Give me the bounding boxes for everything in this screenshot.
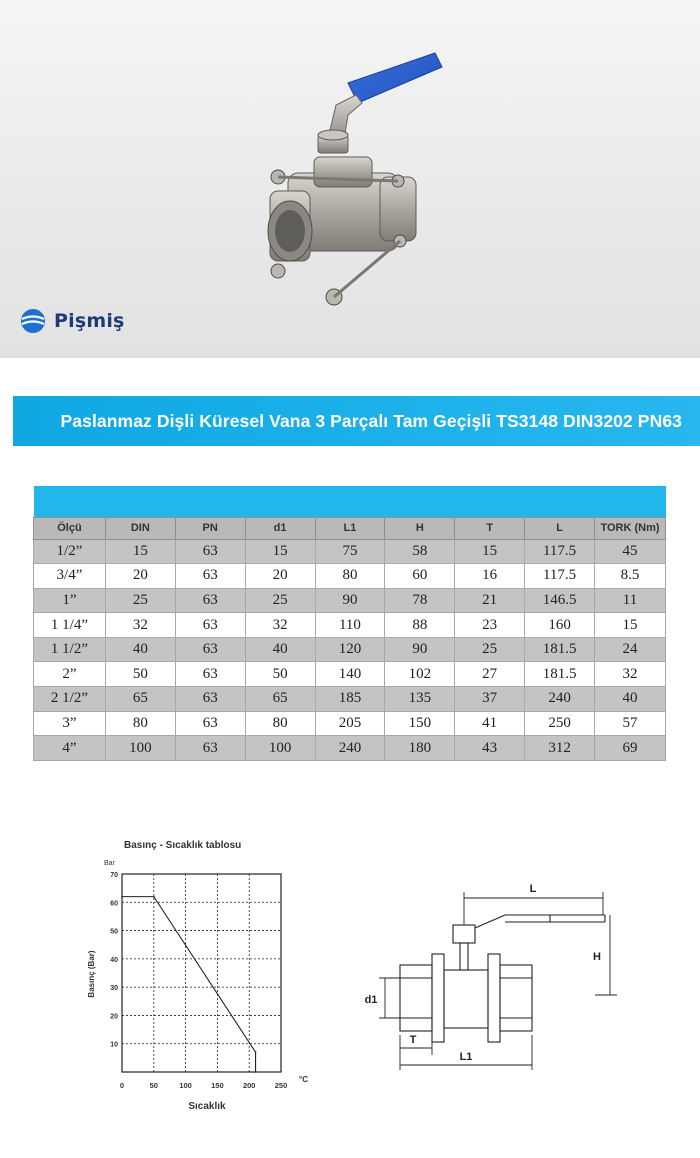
table-row [34,588,666,613]
chart-title: Basınç - Sıcaklık tablosu [124,840,242,851]
table-cell: 90 [385,637,455,662]
column-header: L [525,517,595,539]
table-cell: 20 [245,564,315,589]
table-cell: 1” [34,588,106,613]
dimension-label-H: H [593,951,601,963]
table-cell: 240 [525,687,595,712]
column-header: L1 [315,517,385,539]
table-cell: 80 [245,711,315,736]
table-cell: 65 [245,687,315,712]
table-cell: 15 [245,539,315,564]
table-cell: 50 [245,662,315,687]
column-header: T [455,517,525,539]
table-cell: 43 [455,736,525,761]
table-cell: 69 [595,736,666,761]
chart-data-point [255,1051,257,1053]
table-row [34,637,666,662]
table-cell: 80 [105,711,175,736]
table-cell: 63 [175,736,245,761]
brand-mark-icon [20,308,46,334]
table-row [34,564,666,589]
table-cell: 63 [175,637,245,662]
table-cell: 150 [385,711,455,736]
chart-data-point [255,1071,257,1073]
table-cell: 23 [455,613,525,638]
table-row [34,687,666,712]
chart-x-tick-label: 150 [211,1081,224,1090]
table-cell: 58 [385,539,455,564]
table-cell: 205 [315,711,385,736]
table-cell: 27 [455,662,525,687]
table-cell: 180 [385,736,455,761]
chart-y-tick-label: 10 [110,1041,118,1049]
table-cell: 1/2” [34,539,106,564]
table-cell: 110 [315,613,385,638]
table-cell: 15 [595,613,666,638]
column-header: TORK (Nm) [595,517,666,539]
table-cell: 24 [595,637,666,662]
table-row [34,613,666,638]
table-cell: 63 [175,588,245,613]
chart-y-unit: Bar [104,860,115,867]
ball-valve-photo [230,45,460,315]
table-cell: 80 [315,564,385,589]
product-hero [0,0,700,358]
table-cell: 32 [105,613,175,638]
table-cell: 78 [385,588,455,613]
valve-outline [400,915,605,1042]
table-cell: 50 [105,662,175,687]
table-row [34,539,666,564]
table-cell: 240 [315,736,385,761]
table-cell: 312 [525,736,595,761]
table-cell: 160 [525,613,595,638]
chart-x-tick-label: 100 [179,1081,192,1090]
table-cell: 120 [315,637,385,662]
table-cell: 45 [595,539,666,564]
table-cell: 117.5 [525,564,595,589]
table-cell: 15 [455,539,525,564]
brand-logo [20,308,125,334]
table-cell: 4” [34,736,106,761]
table-cell: 65 [105,687,175,712]
chart-y-tick-label: 60 [110,900,118,908]
table-cell: 32 [245,613,315,638]
column-header: PN [175,517,245,539]
table-cell: 63 [175,564,245,589]
chart-x-label: Sıcaklık [188,1101,226,1112]
table-cell: 16 [455,564,525,589]
table-cell: 63 [175,539,245,564]
table-cell: 88 [385,613,455,638]
chart-y-tick-label: 50 [110,928,118,936]
product-title: Paslanmaz Dişli Küresel Vana 3 Parçalı Tam Geçişli TS3148 DIN3202 PN63 [60,410,682,431]
table-cell: 40 [595,687,666,712]
table-cell: 20 [105,564,175,589]
chart-x-tick-label: 250 [274,1081,288,1090]
table-cell: 90 [315,588,385,613]
table-cell: 3/4” [34,564,106,589]
table-cell: 146.5 [525,588,595,613]
table-row [34,736,666,761]
table-cell: 37 [455,687,525,712]
table-header-row [34,517,666,539]
table-cell: 63 [175,613,245,638]
dimension-label-T: T [409,1034,417,1046]
table-cell: 100 [105,736,175,761]
table-cell: 63 [175,711,245,736]
table-cell: 181.5 [525,637,595,662]
column-header: d1 [245,517,315,539]
table-cell: 140 [315,662,385,687]
table-cell: 57 [595,711,666,736]
chart-y-tick-label: 30 [110,985,118,993]
column-header: DIN [105,517,175,539]
valve-dimension-diagram [355,870,625,1075]
table-cell: 1 1/4” [34,613,106,638]
table-cell: 117.5 [525,539,595,564]
table-cell: 8.5 [595,564,666,589]
chart-x-tick-label: 200 [242,1081,256,1090]
table-cell: 181.5 [525,662,595,687]
chart-y-tick-label: 40 [110,956,118,964]
table-body [34,539,666,760]
dimension-label-d1: d1 [364,994,378,1006]
chart-y-label: Basınç (Bar) [87,950,96,998]
table-cell: 41 [455,711,525,736]
table-cell: 135 [385,687,455,712]
table-cell: 60 [385,564,455,589]
table-cell: 32 [595,662,666,687]
table-cell: 100 [245,736,315,761]
table-cell: 1 1/2” [34,637,106,662]
column-header: Ölçü [34,517,106,539]
table-cell: 21 [455,588,525,613]
column-header: H [385,517,455,539]
table-cell: 185 [315,687,385,712]
chart-plot-frame [122,874,281,1072]
table-cell: 25 [105,588,175,613]
table-cell: 63 [175,662,245,687]
table-cell: 250 [525,711,595,736]
dimension-label-L: L [529,883,537,895]
chart-data-point [153,896,155,898]
table-cell: 15 [105,539,175,564]
chart-series-line [122,897,256,1072]
product-title-bar [13,396,700,446]
table-cell: 63 [175,687,245,712]
table-row [34,662,666,687]
table-cell: 2 1/2” [34,687,106,712]
table-cell: 40 [105,637,175,662]
chart-data-point [121,896,123,898]
pressure-temperature-chart [82,834,312,1124]
chart-y-tick-label: 20 [110,1013,118,1021]
chart-x-tick-label: 50 [149,1081,158,1090]
table-cell: 2” [34,662,106,687]
table-cell: 25 [455,637,525,662]
table-row [34,711,666,736]
chart-x-tick-label: 0 [119,1081,125,1090]
table-cell: 25 [245,588,315,613]
chart-x-unit: °C [299,1075,308,1084]
dimension-label-L1: L1 [459,1051,473,1063]
table-cell: 75 [315,539,385,564]
table-cell: 11 [595,588,666,613]
brand-name: Pişmiş [54,310,125,332]
chart-y-tick-label: 70 [110,872,118,879]
table-cell: 40 [245,637,315,662]
table-cell: 3” [34,711,106,736]
table-cell: 102 [385,662,455,687]
specifications-table [33,486,666,761]
table-header-band [34,486,666,517]
